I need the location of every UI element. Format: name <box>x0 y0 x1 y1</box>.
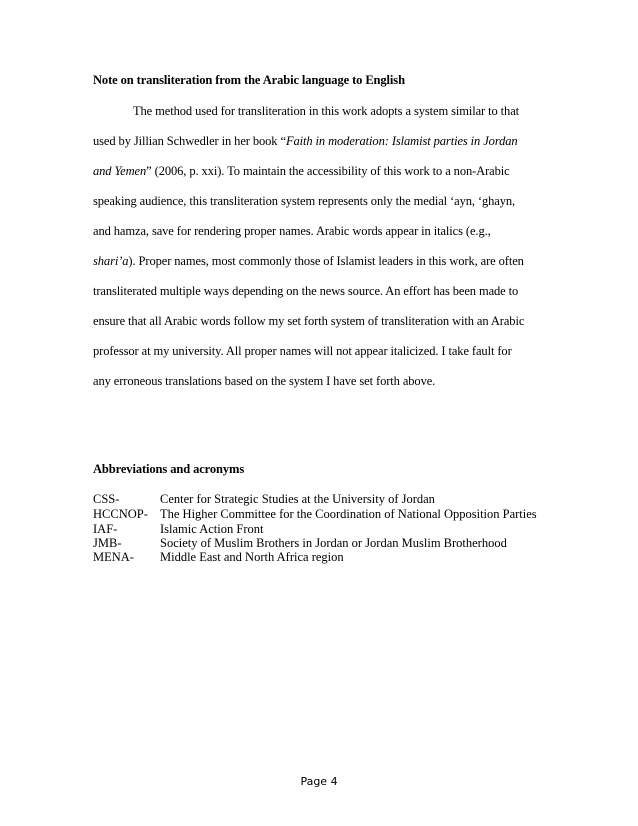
abbreviation-definition: Society of Muslim Brothers in Jordan or Jordan Muslim Brotherhood <box>160 536 507 550</box>
paragraph-line: professor at my university. All proper names will not appear italicized. I take fault for <box>93 344 512 358</box>
abbreviation-key: JMB- <box>93 536 122 550</box>
arabic-word-italic: shari’a <box>93 254 129 268</box>
paragraph-line: used by Jillian Schwedler in her book “Faith in moderation: Islamist parties in Jordan <box>93 134 518 148</box>
abbreviation-key: MENA- <box>93 550 134 564</box>
paragraph-line: The method used for transliteration in this work adopts a system similar to that <box>133 104 520 118</box>
book-title-italic: Faith in moderation: Islamist parties in Jordan <box>285 134 518 148</box>
transliteration-heading: Note on transliteration from the Arabic language to English <box>93 73 405 87</box>
paragraph-line: and Yemen” (2006, p. xxi). To maintain the accessibility of this work to a non-Arabic <box>93 164 510 178</box>
abbreviation-key: CSS- <box>93 492 120 506</box>
paragraph-line: transliterated multiple ways depending on the news source. An effort has been made to <box>93 284 519 298</box>
paragraph-line: shari’a). Proper names, most commonly those of Islamist leaders in this work, are often <box>93 254 524 268</box>
book-title-italic: and Yemen <box>93 164 147 178</box>
paragraph-line: ensure that all Arabic words follow my set forth system of transliteration with an Arabic <box>93 314 525 328</box>
paragraph-line: any erroneous translations based on the system I have set forth above. <box>93 374 436 388</box>
abbreviation-key: HCCNOP- <box>93 507 148 521</box>
abbreviation-definition: Islamic Action Front <box>160 522 264 536</box>
abbreviation-definition: Center for Strategic Studies at the University of Jordan <box>160 492 435 506</box>
abbreviation-definition: The Higher Committee for the Coordination of National Opposition Parties <box>160 507 537 521</box>
abbreviation-key: IAF- <box>93 522 118 536</box>
paragraph-line: speaking audience, this transliteration system represents only the medial ‘ayn, ‘ghayn, <box>93 194 516 208</box>
paragraph-line: and hamza, save for rendering proper names. Arabic words appear in italics (e.g., <box>93 224 491 238</box>
page-number: Page 4 <box>300 775 338 788</box>
abbreviation-definition: Middle East and North Africa region <box>160 550 344 564</box>
abbreviations-heading: Abbreviations and acronyms <box>93 462 245 476</box>
